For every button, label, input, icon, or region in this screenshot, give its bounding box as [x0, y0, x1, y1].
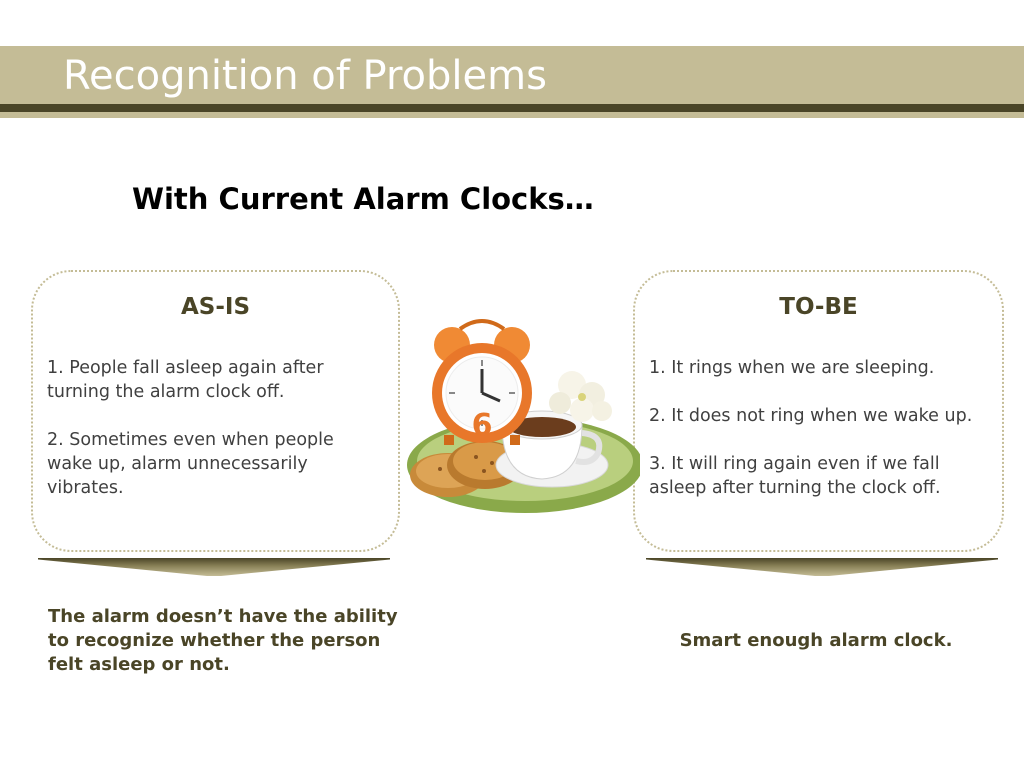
to-be-heading: TO-BE	[779, 294, 858, 320]
alarm-clock-breakfast-illustration	[400, 315, 640, 530]
to-be-item: 2. It does not ring when we wake up.	[649, 406, 973, 426]
as-is-item: 2. Sometimes even when people wake up, alarm unnecessarily vibrates.	[47, 430, 334, 498]
as-is-box	[31, 270, 400, 552]
title-divider-dark	[0, 104, 1024, 112]
as-is-heading: AS-IS	[180, 294, 251, 320]
as-is-item: 1. People fall asleep again after turning the alarm clock off.	[47, 358, 324, 402]
to-be-down-arrow	[646, 558, 998, 576]
to-be-item: 1. It rings when we are sleeping.	[649, 358, 935, 378]
alarm-clock-icon	[400, 315, 640, 530]
to-be-box	[633, 270, 1004, 552]
slide-title: Recognition of Problems	[63, 53, 547, 99]
clock-digit: 6	[471, 408, 493, 443]
to-be-list	[649, 356, 988, 524]
as-is-conclusion: The alarm doesn’t have the ability to recognize whether the person felt asleep or not.	[48, 606, 398, 675]
slide-subtitle: With Current Alarm Clocks…	[132, 182, 594, 216]
to-be-item: 3. It will ring again even if we fall asleep after turning the clock off.	[649, 454, 941, 498]
as-is-list	[47, 356, 384, 524]
as-is-down-arrow	[38, 558, 390, 576]
to-be-conclusion: Smart enough alarm clock.	[679, 630, 953, 651]
title-divider-light	[0, 112, 1024, 118]
